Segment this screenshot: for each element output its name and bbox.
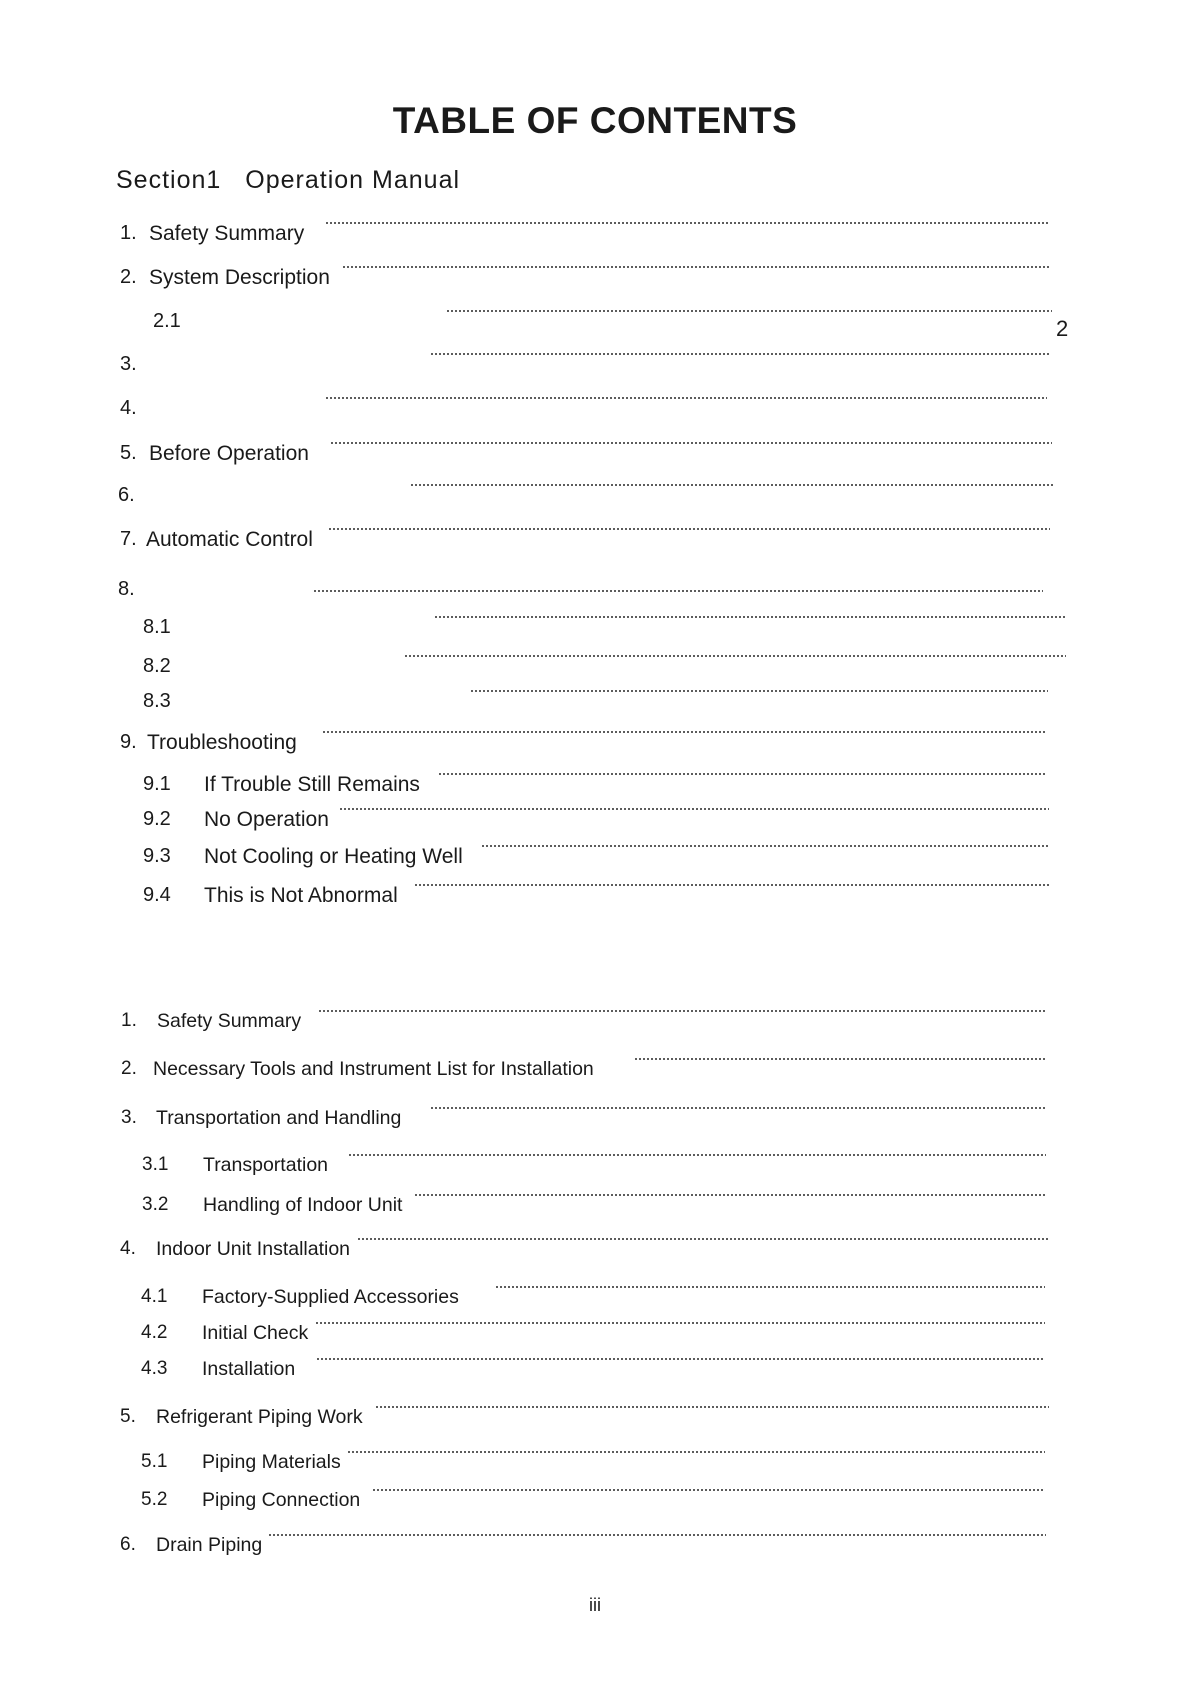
toc-entry-number: 4.3 (141, 1358, 168, 1379)
dot-leader (339, 808, 1049, 810)
dot-leader (372, 1489, 1045, 1491)
toc-entry-number: 3.2 (142, 1194, 169, 1215)
toc-entry[interactable] (0, 1238, 1190, 1266)
dot-leader (634, 1058, 1047, 1060)
toc-entry[interactable] (0, 1358, 1190, 1386)
toc-entry[interactable] (0, 310, 1190, 341)
dot-leader (438, 773, 1046, 775)
toc-entry-label: Safety Summary (149, 222, 305, 245)
dot-leader (495, 1286, 1045, 1288)
toc-entry-number: 5.1 (141, 1451, 168, 1472)
dot-leader (318, 1010, 1045, 1012)
toc-entry[interactable] (0, 528, 1190, 556)
toc-entry-number: 3.1 (142, 1154, 169, 1175)
toc-entry-number: 9.1 (143, 773, 171, 795)
toc-entry-label: Refrigerant Piping Work (156, 1406, 363, 1428)
page-number: iii (589, 1595, 601, 1615)
dot-leader (470, 690, 1048, 692)
toc-entry[interactable] (0, 578, 1190, 606)
toc-entry-label: Safety Summary (157, 1010, 302, 1032)
dot-leader (347, 1451, 1045, 1453)
toc-entry-number: 4. (120, 1238, 136, 1259)
toc-entry-label: This is Not Abnormal (204, 884, 398, 907)
toc-entry[interactable] (0, 442, 1190, 470)
toc-entry[interactable] (0, 397, 1190, 425)
section-number: Section1 (116, 166, 222, 194)
toc-entry-number: 5.2 (141, 1489, 168, 1510)
toc-entry[interactable] (0, 1534, 1190, 1562)
toc-entry[interactable] (0, 1489, 1190, 1517)
toc-entry-label: System Description (149, 266, 330, 289)
toc-entry-label: Piping Connection (202, 1489, 361, 1511)
dot-leader (325, 222, 1048, 224)
toc-entry-label: Drain Piping (156, 1534, 263, 1556)
toc-entry[interactable] (0, 655, 1190, 683)
toc-entry-number: 4. (120, 397, 137, 419)
toc-entry-number: 2.1 (153, 310, 181, 332)
dot-leader (410, 484, 1055, 486)
dot-leader (434, 616, 1066, 618)
toc-entry-number: 7. (120, 528, 137, 550)
toc-entry-label: Before Operation (149, 442, 309, 465)
toc-entry-page: 2 (1056, 316, 1069, 341)
toc-entry-label: Piping Materials (202, 1451, 341, 1473)
toc-entry-number: 8.3 (143, 690, 171, 712)
toc-entry-number: 3. (121, 1107, 137, 1128)
toc-entry[interactable] (0, 1194, 1190, 1222)
dot-leader (325, 397, 1047, 399)
toc-entry-number: 5. (120, 1406, 136, 1427)
toc-entry-number: 9.2 (143, 808, 171, 830)
dot-leader (268, 1534, 1046, 1536)
toc-entry-number: 8. (118, 578, 135, 600)
dot-leader (315, 1322, 1045, 1324)
toc-entry-number: 2. (120, 266, 137, 288)
dot-leader (446, 310, 1052, 312)
dot-leader (313, 590, 1043, 592)
toc-entry[interactable] (0, 484, 1190, 512)
toc-entry[interactable] (0, 1322, 1190, 1350)
toc-entry[interactable] (0, 222, 1190, 250)
dot-leader (357, 1238, 1049, 1240)
toc-entry-number: 9. (120, 731, 137, 753)
page-title: TABLE OF CONTENTS (392, 100, 798, 141)
dot-leader (430, 1107, 1045, 1109)
toc-entry-number: 5. (120, 442, 137, 464)
toc-entry[interactable] (0, 1451, 1190, 1479)
toc-entry-number: 2. (121, 1058, 137, 1079)
toc-entry[interactable] (0, 690, 1190, 718)
dot-leader (414, 1194, 1046, 1196)
toc-entry[interactable] (0, 266, 1190, 294)
toc-entry-number: 9.4 (143, 884, 171, 906)
toc-entry-label: If Trouble Still Remains (204, 773, 420, 796)
dot-leader (322, 731, 1046, 733)
toc-entry-label: Indoor Unit Installation (156, 1238, 351, 1260)
toc-entry-number: 8.1 (143, 616, 171, 638)
toc-entry-number: 1. (121, 1010, 137, 1031)
toc-entry-label: Transportation and Handling (156, 1107, 402, 1129)
dot-leader (330, 442, 1052, 444)
toc-entry[interactable] (0, 731, 1190, 759)
dot-leader (404, 655, 1066, 657)
toc-entry[interactable] (0, 773, 1190, 801)
toc-entry[interactable] (0, 616, 1190, 644)
toc-entry-number: 3. (120, 353, 137, 375)
toc-entry[interactable] (0, 884, 1190, 912)
toc-entry[interactable] (0, 1107, 1190, 1135)
toc-entry[interactable] (0, 1154, 1190, 1182)
toc-entry-number: 6. (118, 484, 135, 506)
dot-leader (430, 353, 1051, 355)
dot-leader (414, 884, 1049, 886)
toc-entry[interactable] (0, 353, 1190, 381)
toc-entry-number: 1. (120, 222, 137, 244)
section-heading (116, 166, 460, 195)
toc-entry[interactable] (0, 1010, 1190, 1038)
toc-entry-label: Troubleshooting (147, 731, 297, 754)
dot-leader (342, 266, 1051, 268)
toc-entry[interactable] (0, 1286, 1190, 1314)
toc-entry-number: 4.1 (141, 1286, 168, 1307)
toc-entry-label: Initial Check (202, 1322, 309, 1344)
toc-entry-label: No Operation (204, 808, 329, 831)
toc-entry-number: 9.3 (143, 845, 171, 867)
toc-entry[interactable] (0, 1058, 1190, 1086)
toc-entry-label: Factory-Supplied Accessories (202, 1286, 459, 1308)
section-title: Operation Manual (245, 166, 461, 194)
dot-leader (348, 1154, 1046, 1156)
toc-entry-number: 8.2 (143, 655, 171, 677)
toc-entry-label: Handling of Indoor Unit (203, 1194, 403, 1216)
toc-entry-label: Installation (202, 1358, 296, 1380)
toc-entry-label: Necessary Tools and Instrument List for Installation (153, 1058, 594, 1080)
toc-entry-label: Transportation (203, 1154, 329, 1176)
toc-entry-number: 4.2 (141, 1322, 168, 1343)
dot-leader (481, 845, 1049, 847)
toc-entry[interactable] (0, 845, 1190, 873)
toc-entry[interactable] (0, 808, 1190, 836)
toc-entry-number: 6. (120, 1534, 136, 1555)
toc-entry[interactable] (0, 1406, 1190, 1434)
dot-leader (316, 1358, 1045, 1360)
toc-entry-label: Not Cooling or Heating Well (204, 845, 463, 868)
dot-leader (375, 1406, 1049, 1408)
dot-leader (328, 528, 1050, 530)
toc-entry-label: Automatic Control (146, 528, 313, 551)
